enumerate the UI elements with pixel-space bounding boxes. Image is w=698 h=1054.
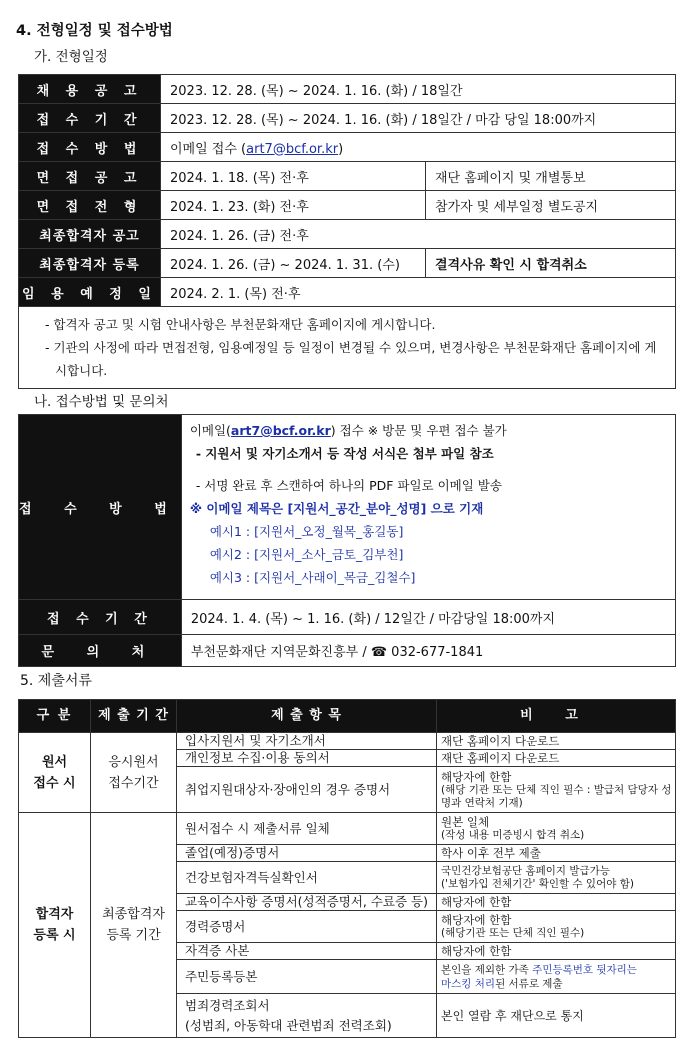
schedule-label: 채 용 공 고 bbox=[19, 75, 161, 104]
value-suffix: ) bbox=[338, 141, 344, 157]
schedule-label: 면 접 공 고 bbox=[19, 162, 161, 191]
schedule-value: 2023. 12. 28. (목) ~ 2024. 1. 16. (화) / 18일간 bbox=[161, 75, 676, 104]
schedule-value: 2023. 12. 28. (목) ~ 2024. 1. 16. (화) / 18일간 / 마감 당일 18:00까지 bbox=[161, 104, 676, 133]
remark-main: 해당자에 한함 bbox=[441, 769, 512, 784]
remark-part: 본인을 제외한 가족 bbox=[441, 963, 533, 976]
schedule-label: 면 접 전 형 bbox=[19, 191, 161, 220]
group-category bbox=[19, 813, 91, 1038]
doc-remark: 본인 열람 후 재단으로 통지 bbox=[437, 994, 676, 1038]
doc-remark bbox=[437, 813, 676, 845]
doc-remark: 재단 홈페이지 다운로드 bbox=[437, 733, 676, 750]
schedule-remark: 재단 홈페이지 및 개별통보 bbox=[426, 162, 676, 191]
doc-item: 입사지원서 및 자기소개서 bbox=[177, 733, 437, 750]
period-line: 최종합격자 bbox=[102, 907, 165, 922]
period-label: 접 수 기 간 bbox=[19, 600, 182, 635]
remark-highlight: 주민등록번호 뒷자리는 bbox=[532, 963, 637, 976]
group-period bbox=[91, 733, 177, 813]
schedule-row bbox=[19, 278, 676, 307]
header-item: 제 출 항 목 bbox=[177, 700, 437, 733]
note-2: - 기관의 사정에 따라 면접전형, 임용예정일 등 일정이 변경될 수 있으며, 변경사항은 부천문화재단 홈페이지에 게시합니다. bbox=[45, 340, 657, 378]
method-table bbox=[18, 414, 676, 667]
schedule-notes bbox=[19, 307, 676, 389]
schedule-row bbox=[19, 75, 676, 104]
header-remark: 비 고 bbox=[437, 700, 676, 733]
contact-label: 문 의 처 bbox=[19, 635, 182, 667]
section4-title: 4. 전형일정 및 접수방법 bbox=[16, 23, 173, 39]
method-example: 예시1 : [지원서_오정_월목_홍길동] bbox=[209, 524, 404, 539]
header-category: 구 분 bbox=[19, 700, 91, 733]
doc-remark bbox=[437, 767, 676, 813]
schedule-notes-row bbox=[19, 307, 676, 389]
remark-part: 된 서류로 제출 bbox=[495, 977, 563, 990]
remark-main: 해당자에 한함 bbox=[441, 913, 512, 927]
period-line: 접수기간 bbox=[108, 775, 159, 791]
group-category bbox=[19, 733, 91, 813]
schedule-label: 접 수 기 간 bbox=[19, 104, 161, 133]
doc-item: 자격증 사본 bbox=[177, 943, 437, 960]
doc-item: 경력증명서 bbox=[177, 911, 437, 943]
method-line1 bbox=[190, 419, 675, 442]
category-line: 합격자 bbox=[35, 907, 74, 922]
method-row bbox=[19, 415, 676, 600]
doc-remark: 학사 이후 전부 제출 bbox=[437, 845, 676, 862]
section4-sub-b: 나. 접수방법 및 문의처 bbox=[34, 394, 169, 410]
schedule-value: 2024. 1. 18. (목) 전·후 bbox=[161, 162, 426, 191]
doc-remark: 해당자에 한함 bbox=[437, 943, 676, 960]
doc-item: 개인정보 수집·이용 동의서 bbox=[177, 750, 437, 767]
schedule-table bbox=[18, 74, 676, 389]
period-value: 2024. 1. 4. (목) ~ 1. 16. (화) / 12일간 / 마감당일 18:00까지 bbox=[181, 600, 675, 635]
method-line1-prefix: 이메일( bbox=[189, 423, 231, 438]
item-main: 범죄경력조회서 bbox=[185, 997, 270, 1013]
contact-row bbox=[19, 635, 676, 667]
schedule-label: 최종합격자 등록 bbox=[19, 249, 161, 278]
period-line: 등록 기간 bbox=[106, 928, 161, 943]
doc-item: 졸업(예정)증명서 bbox=[177, 845, 437, 862]
schedule-value: 2024. 1. 26. (금) 전·후 bbox=[161, 220, 676, 249]
remark-sub: (작성 내용 미증빙시 합격 취소) bbox=[441, 829, 585, 841]
remark-main: 원본 일체 bbox=[441, 815, 490, 829]
item-sub: (성범죄, 아동학대 관련범죄 전력조회) bbox=[185, 1017, 392, 1033]
documents-table bbox=[18, 699, 676, 1038]
remark-sub: (해당기관 또는 단체 직인 필수) bbox=[441, 927, 585, 939]
doc-item: 취업지원대상자·장애인의 경우 증명서 bbox=[177, 767, 437, 813]
documents-header bbox=[19, 700, 676, 733]
schedule-label: 접 수 방 법 bbox=[19, 133, 161, 162]
schedule-row bbox=[19, 104, 676, 133]
schedule-value: 2024. 2. 1. (목) 전·후 bbox=[161, 278, 676, 307]
period-row bbox=[19, 600, 676, 635]
schedule-row bbox=[19, 191, 676, 220]
table-row bbox=[19, 813, 676, 845]
method-line4: ※ 이메일 제목은 [지원서_공간_분야_성명] 으로 기재 bbox=[189, 501, 484, 516]
schedule-row bbox=[19, 249, 676, 278]
doc-remark bbox=[437, 911, 676, 943]
contact-phone: 032-677-1841 bbox=[387, 645, 484, 660]
email-link[interactable]: art7@bcf.or.kr bbox=[246, 141, 339, 157]
schedule-label: 임 용 예 정 일 bbox=[19, 278, 161, 307]
doc-item: 건강보험자격득실확인서 bbox=[177, 862, 437, 894]
contact-prefix: 부천문화재단 지역문화진흥부 / bbox=[190, 645, 371, 660]
doc-remark: 해당자에 한함 bbox=[437, 894, 676, 911]
header-period: 제 출 기 간 bbox=[91, 700, 177, 733]
schedule-label: 최종합격자 공고 bbox=[19, 220, 161, 249]
doc-item: 원서접수 시 제출서류 일체 bbox=[177, 813, 437, 845]
category-line: 원서 bbox=[41, 754, 68, 770]
doc-item bbox=[177, 994, 437, 1038]
method-example: 예시3 : [지원서_사래이_목금_김철수] bbox=[209, 570, 416, 585]
email-link[interactable]: art7@bcf.or.kr bbox=[230, 423, 331, 438]
remark-sub: ('보험가입 전체기간' 확인할 수 있어야 함) bbox=[441, 877, 634, 890]
doc-remark bbox=[437, 862, 676, 894]
category-line: 등록 시 bbox=[33, 928, 76, 943]
schedule-row bbox=[19, 133, 676, 162]
method-line2: - 지원서 및 자기소개서 등 작성 서식은 첨부 파일 참조 bbox=[195, 446, 494, 461]
doc-item: 교육이수사항 증명서(성적증명서, 수료증 등) bbox=[177, 894, 437, 911]
remark-sub: (해당 기관 또는 단체 직인 필수 : 발급처 담당자 성명과 연락처 기재) bbox=[441, 783, 672, 809]
contact-value bbox=[181, 635, 675, 667]
schedule-row bbox=[19, 220, 676, 249]
note-1: - 합격자 공고 및 시험 안내사항은 부천문화재단 홈페이지에 게시합니다. bbox=[45, 317, 436, 332]
method-label: 접 수 방 법 bbox=[19, 415, 182, 600]
schedule-value: 2024. 1. 26. (금) ~ 2024. 1. 31. (수) bbox=[161, 249, 426, 278]
method-line1-suffix: ) 접수 ※ 방문 및 우편 접수 불가 bbox=[330, 423, 507, 438]
table-row bbox=[19, 733, 676, 750]
period-line: 응시원서 bbox=[108, 754, 159, 770]
doc-remark bbox=[437, 960, 676, 994]
category-line: 접수 시 bbox=[33, 775, 76, 791]
doc-remark: 재단 홈페이지 다운로드 bbox=[437, 750, 676, 767]
remark-highlight: 마스킹 처리 bbox=[441, 977, 496, 990]
method-content bbox=[181, 415, 675, 600]
schedule-value bbox=[161, 133, 676, 162]
group-period bbox=[91, 813, 177, 1038]
phone-icon: ☎ bbox=[370, 645, 388, 660]
method-line3: - 서명 완료 후 스캔하여 하나의 PDF 파일로 이메일 발송 bbox=[195, 478, 502, 493]
schedule-row bbox=[19, 162, 676, 191]
schedule-remark: 참가자 및 세부일정 별도공지 bbox=[426, 191, 676, 220]
section4-sub-a: 가. 전형일정 bbox=[34, 49, 108, 65]
section5-title: 5. 제출서류 bbox=[20, 673, 92, 689]
remark-main: 국민건강보험공단 홈페이지 발급가능 bbox=[441, 864, 610, 877]
schedule-remark: 결격사유 확인 시 합격취소 bbox=[426, 249, 676, 278]
doc-item: 주민등록등본 bbox=[177, 960, 437, 994]
method-example: 예시2 : [지원서_소사_금토_김부천] bbox=[209, 547, 404, 562]
schedule-value: 2024. 1. 23. (화) 전·후 bbox=[161, 191, 426, 220]
value-prefix: 이메일 접수 ( bbox=[170, 141, 247, 157]
